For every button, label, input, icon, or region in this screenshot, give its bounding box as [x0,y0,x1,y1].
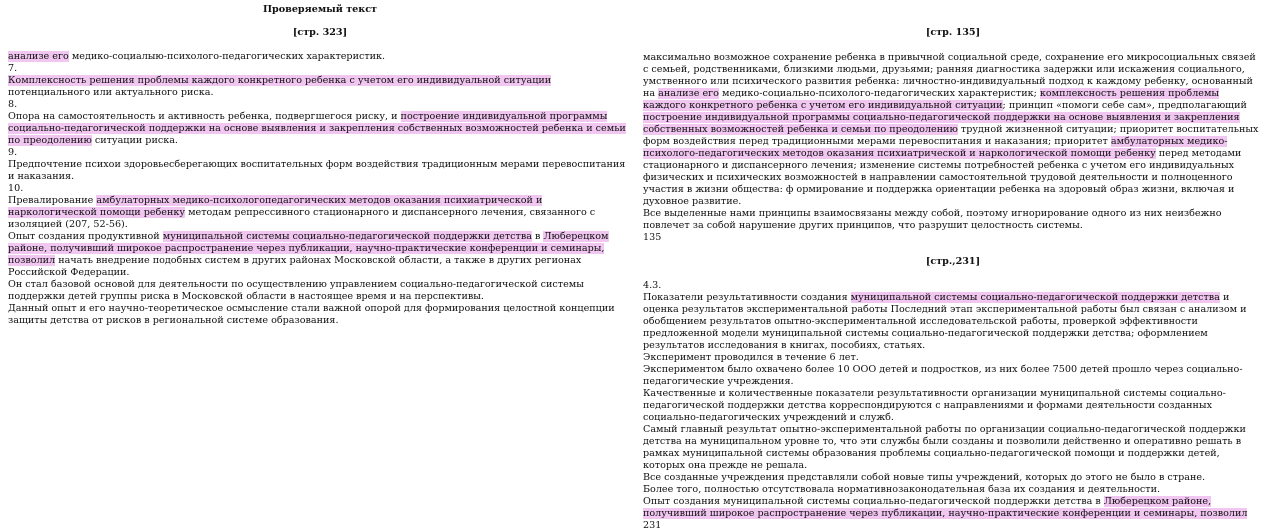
page-ref-left: [стр. 323] [292,27,348,38]
text-fragment: Опыт создания продуктивной [8,231,163,242]
highlighted-fragment: Люберецком районе, получивший широкое распространение через публикации, научно-практические конференции и семинары, позволил [8,231,609,266]
text-fragment: 7. [8,63,18,74]
text-paragraph [8,195,632,231]
right-text-block-2 [643,280,1263,532]
highlighted-fragment: Комплексность решения проблемы каждого конкретного ребенка с учетом его индивидуальной ситуации [8,75,552,86]
highlighted-fragment: Люберецком районе, получивший широкое распространение через публикации, научно-практические конференции и семинары, позволил [643,496,1248,519]
text-fragment: 9. [8,147,18,158]
text-fragment: методам репрессивного стационарного и диспансерного лечения, связанного с изоляцией (207, 52-56). [8,207,596,230]
text-fragment: перед методами стационарного и диспансерного лечения; изменение системы потребностей ребенка с учетом его индивидуальных физических и психических возможностей в направлении самостоятельной трудовой деятельности и полноценного участия в жизни общества: ф ормирование и поддержка ориентации ребенка на здоровый образ жизни, включая и духовное развитие. [643,148,1242,207]
text-paragraph [8,75,632,99]
text-fragment: ситуации риска. [91,135,178,146]
highlighted-fragment: комплексность решения проблемы каждого конкретного ребенка с учетом его индивидуальной ситуации [643,88,1220,111]
text-paragraph [643,352,1263,364]
text-fragment: 10. [8,183,24,194]
text-paragraph [8,231,632,279]
text-paragraph [8,51,632,63]
highlighted-fragment: анализе его [8,51,69,62]
text-fragment: трудной жизненной ситуации; приоритет воспитательных форм воздействия перед традиционными мерами перевоспитания и наказания; приоритет [643,124,1259,147]
text-paragraph [8,279,632,303]
text-fragment: 8. [8,99,18,110]
text-paragraph [643,364,1263,388]
text-fragment: и оценка результатов экспериментальной работы Последний этап экспериментальной работы был связан с анализом и обобщением результатов опытно-экспериментальной исследовательской работы, проверкой эффективности предложенной модели муниципальной системы социально-педагогической поддержки детства; оформлением результатов исследования в книгах, пособиях, статьях. [643,292,1247,351]
left-text [8,51,632,327]
text-paragraph [8,111,632,147]
text-fragment: 135 [643,232,662,243]
text-paragraph [643,388,1263,424]
highlighted-fragment: амбулаторных медико-психологопедагогических методов оказания психиатрической и наркологической помощи ребенку [8,195,543,218]
text-paragraph [643,52,1263,208]
text-fragment: ; принцип «помоги себе сам», предполагающий [1002,100,1247,111]
text-paragraph [8,159,632,183]
text-paragraph [643,496,1263,532]
text-fragment: Данный опыт и его научно-теоретическое осмысление стали важной опорой для формирования целостной концепции защиты детства от рисков в региональной системе образования. [8,303,615,326]
text-paragraph [8,183,632,195]
text-fragment: медико-социалыю-психолого-педагогических характеристик. [68,51,386,62]
text-fragment: Опыт создания муниципальной системы социально-педагогической поддержки детства в [643,496,1104,507]
text-fragment: Самый главный результат опытно-экспериментальной работы по организации социально-педагогической поддержки детства на муниципальном уровне то, что эти службы были созданы и позволили действенно и оперативно решать в рамках муниципальной системы образования проблемы социально-педагогической помощи и поддержки детей, которых она прежде не решала. [643,424,1246,471]
text-fragment: 231 [643,520,662,531]
text-fragment: Предпочтение психои здоровьесберегающих воспитательных форм воздействия традиционным мерами перевоспитания и наказания. [8,159,626,182]
text-fragment: Превалирование [8,195,97,206]
text-paragraph [643,208,1263,232]
page-title: Проверяемый текст [262,4,377,15]
text-fragment: Все созданные учреждения представляли собой новые типы учреждений, которых до этого не было в стране. [643,472,1206,483]
text-fragment: Экспериментом было охвачено более 10 ООО детей и подростков, из них более 7500 детей прошло через социально-педагогические учреждения. [643,364,1243,387]
text-paragraph [643,472,1263,484]
highlighted-fragment: муниципальной системы социально-педагогической поддержки детства [162,231,532,242]
text-fragment: Качественные и количественные показатели результативности организации муниципальной системы социально-педагогической поддержки детства корреспондируются с направлениями и формами деятельности созданных социально-педагогических учреждений и служб. [643,388,1226,423]
text-paragraph [8,303,632,327]
right-text-block-1 [643,52,1263,244]
text-fragment: медико-социально-психолого-педагогических характеристик; [718,88,1040,99]
text-fragment: Эксперимент проводился в течение 6 лет. [643,352,859,363]
text-fragment: потенциального или актуального риска. [8,87,214,98]
text-paragraph [643,280,1263,292]
highlighted-fragment: построение индивидуальной программы социально-педагогической поддержки на основе выявления и закрепления собственных возможностей ребенка и семьи по преодолению [643,112,1240,135]
text-fragment: Показатели результативности создания [643,292,851,303]
text-fragment: Все выделенные нами принципы взаимосвязаны между собой, поэтому игнорирование одного из них неизбежно повлечет за собой нарушение других принципов, что разрушит целостность системы. [643,208,1222,231]
text-fragment: Более того, полностью отсутствовала нормативнозаконодательная база их создания и деятельности. [643,484,1161,495]
text-fragment: 4.3. [643,280,662,291]
text-paragraph [8,99,632,111]
highlighted-fragment: амбулаторных медико-психолого-педагогических методов оказания психиатрической и наркологической помощи ребенку [643,136,1228,159]
page-ref-right-1: [стр. 135] [925,27,981,38]
text-fragment: в [531,231,544,242]
text-fragment: максимально возможное сохранение ребенка в привычной социальной среде, сохранение его микросоциальных связей с семьей, родственниками, близкими людьми, друзьями; ранняя диагностика задержки или искажения социального, умственного или психического развития ребенка: личностно-индивидуальный подход к каждому ребенку, основанный на [643,52,1256,99]
text-fragment: Опора на самостоятельность и активность ребенка, подвергшегося риску, и [8,111,401,122]
text-paragraph [643,232,1263,244]
left-column [8,0,632,327]
text-paragraph [643,292,1263,352]
text-paragraph [643,484,1263,496]
text-paragraph [8,63,632,75]
highlighted-fragment: анализе его [658,88,719,99]
highlighted-fragment: муниципальной системы социально-педагогической поддержки детства [850,292,1220,303]
right-column [643,0,1263,532]
text-fragment: начать внедрение подобных систем в других районах Московской области, а также в других регионах Российской Федерации. [8,255,582,278]
highlighted-fragment: построение индивидуальной программы социально-педагогической поддержки на основе выявления и закрепления собственных возможностей ребенка и семьи по преодолению [8,111,626,146]
text-fragment: Он стал базовой основой для деятельности по осуществлению управлением социально-педагогической системы поддержки детей группы риска в Московской области в настоящее время и на перспективы. [8,279,584,302]
page-ref-right-2: [стр.,231] [925,256,981,267]
text-paragraph [643,424,1263,472]
text-paragraph [8,147,632,159]
